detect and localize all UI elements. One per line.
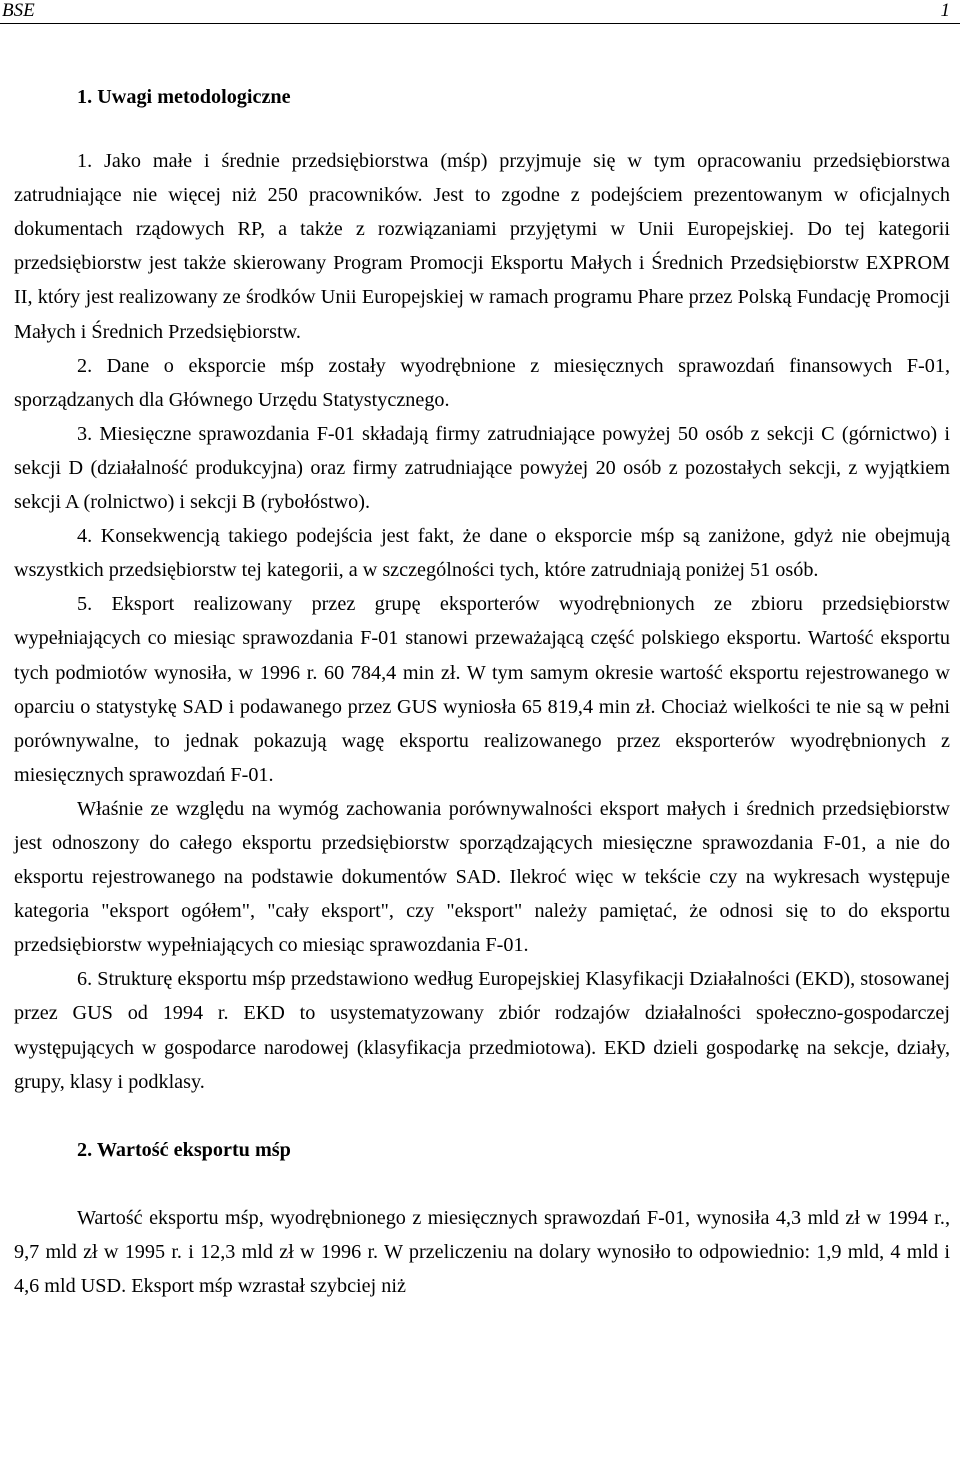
header-left-text: BSE: [2, 0, 35, 21]
paragraph-4: 4. Konsekwencją takiego podejścia jest fakt, że dane o eksporcie mśp są zaniżone, gdyż nie obejmują wszystkich przedsiębiorstw tej kategorii, a w szczególności tych, które zatrudniają poniżej 51 osób.: [14, 525, 950, 582]
document-body: [14, 80, 950, 1303]
paragraph-3: 3. Miesięczne sprawozdania F-01 składają firmy zatrudniające powyżej 50 osób z sekcji C (górnictwo) i sekcji D (działalność produkcyjna) oraz firmy zatrudniające powyżej 20 osób z pozostałych sekcji, z wyjątkiem sekcji A (rolnictwo) i sekcji B (rybołóstwo).: [14, 422, 950, 514]
section-2-paragraph-1: Wartość eksportu mśp, wyodrębnionego z miesięcznych sprawozdań F-01, wynosiła 4,3 mld zł w 1994 r., 9,7 mld zł w 1995 r. i 12,3 mld zł w 1996 r. W przeliczeniu na dolary wynosiło to odpowiednio: 1,9 mld, 4 mld i 4,6 mld USD. Eksport mśp wzrastał szybciej niż: [14, 1206, 950, 1297]
paragraph-5: 5. Eksport realizowany przez grupę eksporterów wyodrębnionych ze zbioru przedsiębiorstw wypełniających co miesiąc sprawozdania F-01 stanowi przeważającą część polskiego eksportu. Wartość eksportu tych podmiotów wynosiła, w 1996 r. 60 784,4 min zł. W tym samym okresie wartość eksportu rejestrowanego w oparciu o statystykę SAD i podawanego przez GUS wyniosła 65 819,4 min zł. Chociaż wielkości te nie są w pełni porównywalne, to jednak pokazują wagę eksportu realizowanego przez eksporterów wyodrębnionych z miesięcznych sprawozdań F-01.: [14, 593, 950, 786]
paragraph-5-continued: Właśnie ze względu na wymóg zachowania porównywalności eksport małych i średnich przedsiębiorstw jest odnoszony do całego eksportu przedsiębiorstw sporządzających miesięczne sprawozdania F-01, a nie do eksportu rejestrowanego na podstawie dokumentów SAD. Ilekroć więc w tekście czy na wykresach występuje kategoria "eksport ogółem", "cały eksport", czy "eksport" należy pamiętać, że odnosi się to do eksportu przedsiębiorstw wypełniających co miesiąc sprawozdania F-01.: [14, 797, 950, 957]
section-1-heading: 1. Uwagi metodologiczne: [77, 86, 291, 108]
page-number: 1: [940, 0, 950, 21]
paragraph-6: 6. Strukturę eksportu mśp przedstawiono według Europejskiej Klasyfikacji Działalności (EKD), stosowanej przez GUS od 1994 r. EKD to usystematyzowany zbiór rodzajów działalności społeczno-gospodarczej występujących w gospodarce narodowej (klasyfikacja przedmiotowa). EKD dzieli gospodarkę na sekcje, działy, grupy, klasy i podklasy.: [14, 968, 950, 1093]
page-header: [0, 0, 960, 22]
header-rule: [0, 23, 960, 24]
paragraph-2: 2. Dane o eksporcie mśp zostały wyodrębnione z miesięcznych sprawozdań finansowych F-01, sporządzanych dla Głównego Urzędu Statystycznego.: [14, 354, 950, 411]
paragraph-1: 1. Jako małe i średnie przedsiębiorstwa (mśp) przyjmuje się w tym opracowaniu przedsiębiorstwa zatrudniające nie więcej niż 250 pracowników. Jest to zgodne z podejściem prezentowanym w oficjalnych dokumentach rządowych RP, a także z rozwiązaniami przyjętymi w Unii Europejskiej. Do tej kategorii przedsiębiorstw jest także skierowany Program Promocji Eksportu Małych i Średnich Przedsiębiorstw EXPROM II, który jest realizowany ze środków Unii Europejskiej w ramach programu Phare przez Polską Fundację Promocji Małych i Średnich Przedsiębiorstw.: [14, 150, 950, 343]
section-2-heading: 2. Wartość eksportu mśp: [77, 1138, 291, 1161]
